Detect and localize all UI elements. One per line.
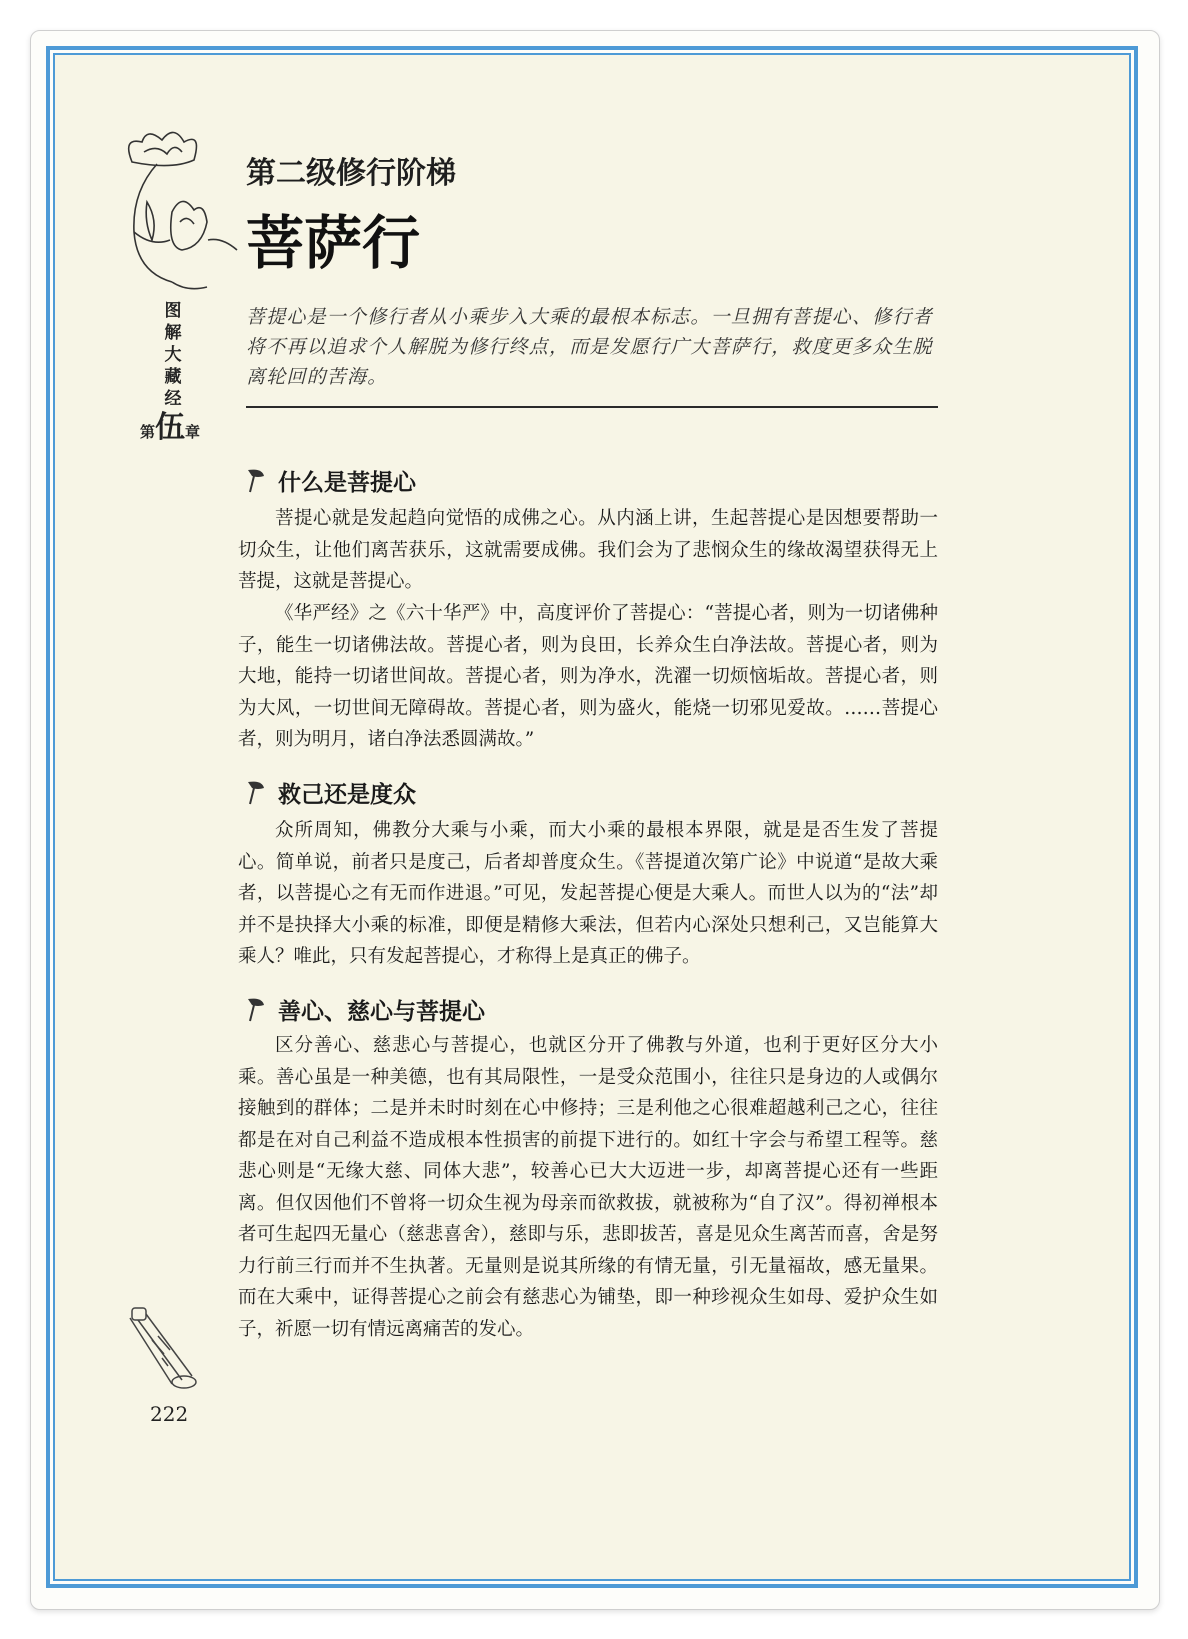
- divider-line: [246, 406, 938, 408]
- section-1-paragraph-2: 《华严经》之《六十华严》中，高度评价了菩提心：“菩提心者，则为一切诸佛种子，能生一切诸佛法故。菩提心者，则为良田，长养众生白净法故。菩提心者，则为大地，能持一切诸世间故。菩提心者，则为净水，洗濯一切烦恼垢故。菩提心者，则为大风，一切世间无障碍故。菩提心者，则为盛火，能烧一切邪见爱故。……菩提心者，则为明月，诸白净法悉圆满故。”: [238, 603, 938, 750]
- side-title-char: 图: [164, 301, 182, 321]
- lotus-figure-illustration: [112, 122, 242, 302]
- chapter-prefix: 第: [139, 423, 155, 441]
- intro-paragraph: 菩提心是一个修行者从小乘步入大乘的最根本标志。一旦拥有菩提心、修行者将不再以追求个人解脱为修行终点，而是发愿行广大菩萨行，救度更多众生脱离轮回的苦海。: [246, 306, 933, 388]
- page-number: 222: [150, 1402, 189, 1426]
- chapter-label: [130, 402, 210, 446]
- section-2-paragraph-1: 众所周知，佛教分大乘与小乘，而大小乘的最根本界限，就是是否生发了菩提心。简单说，前者只是度己，后者却普度众生。《菩提道次第广论》中说道“是故大乘者，以菩提心之有无而作进退。”可见，发起菩提心便是大乘人。而世人以为的“法”却并不是抉择大小乘的标准，即便是精修大乘法，但若内心深处只想利己，又岂能算大乘人？唯此，只有发起菩提心，才称得上是真正的佛子。: [238, 820, 938, 967]
- page-title: 菩萨行: [246, 209, 421, 277]
- section-heading-text: 救己还是度众: [278, 782, 416, 808]
- brush-icon: [240, 466, 270, 496]
- brush-icon: [240, 778, 270, 808]
- section-heading-text: 善心、慈心与菩提心: [278, 999, 485, 1025]
- chapter-suffix: 章: [185, 423, 201, 441]
- section-heading-1: [240, 464, 416, 497]
- section-3-paragraph-1: 区分善心、慈悲心与菩提心，也就区分开了佛教与外道，也利于更好区分大小乘。善心虽是一种美德，也有其局限性，一是受众范围小，往往只是身边的人或偶尔接触到的群体；二是并未时时刻在心中修持；三是利他之心很难超越利己之心，往往都是在对自己利益不造成根本性损害的前提下进行的。如红十字会与希望工程等。慈悲心则是“无缘大慈、同体大悲”，较善心已大大迈进一步，却离菩提心还有一些距离。但仅因他们不曾将一切众生视为母亲而欲救拔，就被称为“自了汉”。得初禅根本者可生起四无量心（慈悲喜舍），慈即与乐，悲即拔苦，喜是见众生离苦而喜，舍是努力行前三行而并不生执著。无量则是说其所缘的有情无量，引无量福故，感无量果。而在大乘中，证得菩提心之前会有慈悲心为铺垫，即一种珍视众生如母、爱护众生如子，祈愿一切有情远离痛苦的发心。: [238, 1035, 938, 1340]
- side-title-char: 藏: [164, 367, 182, 387]
- side-title-char: 经: [164, 389, 182, 409]
- side-title-char: 解: [164, 323, 182, 343]
- page-subtitle: 第二级修行阶梯: [246, 156, 456, 191]
- section-1-paragraph-1: 菩提心就是发起趋向觉悟的成佛之心。从内涵上讲，生起菩提心是因想要帮助一切众生，让他们离苦获乐，这就需要成佛。我们会为了悲悯众生的缘故渴望获得无上菩提，这就是菩提心。: [238, 508, 938, 592]
- side-title-char: 大: [164, 345, 182, 365]
- section-heading-3: [240, 993, 485, 1026]
- brush-icon: [240, 995, 270, 1025]
- chapter-number: 伍: [155, 410, 185, 445]
- section-heading-2: [240, 776, 416, 809]
- scroll-illustration: [112, 1300, 212, 1395]
- book-series-title: [158, 300, 188, 410]
- section-heading-text: 什么是菩提心: [278, 470, 416, 496]
